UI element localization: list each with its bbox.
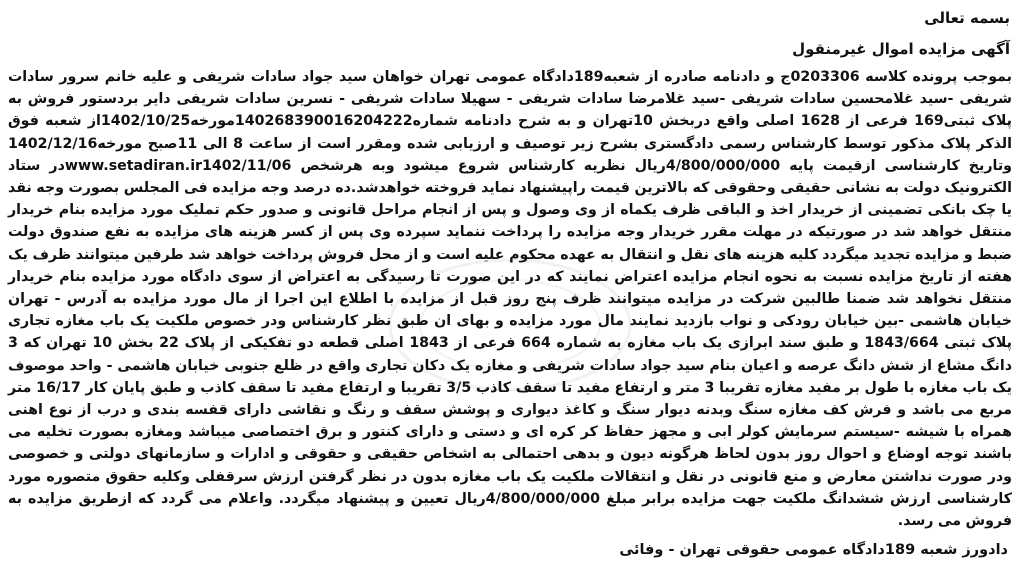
signature-line: دادورز شعبه 189دادگاه عمومی حقوقی تهران - وفائی — [619, 542, 1008, 559]
notice-body: بموجب پرونده کلاسه 0203306ج و دادنامه صادره از شعبه189دادگاه عمومی تهران خواهان سید جواد سادات شریفی و علیه خانم سرور سادات شریفی -سید غلامحسین سادات شریفی -سید غلامرضا سادات شریفی - سهیلا سادات شریفی - نسرین سادات شریفی دایر بردستور فروش به پلاک ثبتی169 فرعی از 1628 اصلی واقع دربخش 10تهران و به شرح دادنامه شماره140268390016204222مورخه1402/10/25از شعبه فوق الذکر پلاک مذکور توسط کارشناس رسمی دادگستری بشرح زیر توصیف و ارزیابی شده ومقرر است از ساعت 8 الی 11صبح مورخه1402/12/16 وتاریخ کارشناسی ازقیمت پایه 4/800/000/000ریال نظریه کارشناس شروع میشود وبه هرشخص www.setadiran.ir1402/11/06در ستاد الکترونیک دولت به نشانی حقیقی وحقوقی که بالاترین قیمت راپیشنهاد نماید فروخته خواهدشد.ده درصد وجه مزایده فی المجلس بصورت وجه نقد یا چک بانکی تضمینی از خریدار اخذ و الباقی ظرف یکماه از وی وصول و پس از انجام مراحل قانونی و صدور حکم تملیک مورد مزایده بنام خریدار منتقل خواهد شد در صورتیکه در مهلت مقرر خریدار وجه مزایده را پرداخت ننماید سپرده وی پس از کسر هزینه های مزایده به نفع صندوق دولت ضبط و مزایده تجدید میگردد کلیه هزینه های نقل و انتقال به عهده محکوم علیه است و از محل فروش پرداخت خواهد شد طرفین میتوانند ظرف یک هفته از تاریخ مزایده نسبت به نحوه انجام مزایده اعتراض نمایند که در این صورت تا رسیدگی به اعتراض از سوی دادگاه مورد مزایده بنام خریدار منتقل نخواهد شد ضمنا طالبین شرکت در مزایده میتوانند ظرف پنج روز قبل از مزایده با اطلاع این اجرا از مال مورد مزایده به آدرس - تهران خیابان هاشمی -بین خیابان رودکی و نواب بازدید نمایند مال مورد مزایده و بهای ان طبق نظر کارشناس ودر خصوص ملکیت یک باب مغازه تجاری پلاک ثبتی 1843/664 و طبق سند ابرازی یک باب مغازه به شماره 664 فرعی از 1843 اصلی قطعه دو تفکیکی از پلاک 22 بخش 10 تهران که 3 دانگ مشاع از شش دانگ عرصه و اعیان بنام سید جواد سادات شریفی و مغازه یک دکان تجاری واقع در ظلع جنوبی خیابان هاشمی - واحد موصوف یک باب مغازه با طول بر مفید مغازه تقریبا 3 متر و ارتفاع مفید تا سقف کاذب 3/5 تقریبا و ارتفاع مفید تا سقف کاذب و طبق پایان کار 16/17 متر مربع می باشد و فرش کف مغازه سنگ وبدنه دیوار سنگ و کاغذ دیواری و پوشش سقف و رنگ و نقاشی دارای قفسه بندی و درب از نوع اهنی همراه با شیشه -سیستم سرمایش کولر ابی و مجهز حفاظ کر کره ای و دستی و دارای کنتور و برق اختصاصی میباشد ومغازه بصورت تخلیه می باشند توجه اوضاع و احوال روز بدون لحاظ هرگونه دیون و بدهی احتمالی به اشخاص حقیقی و حقوقی و ادارات و سازمانهای دولتی و خصوصی ودر صورت نداشتن معارض و منع قانونی در نقل و انتقالات ملکیت یک باب مغازه بدون در نظر گرفتن ارزش سرقفلی وکلیه حقوق متصوره مورد کارشناسی ارزش ششدانگ ملکیت جهت مزایده برابر مبلغ 4/800/000/000ریال تعیین و پیشنهاد میگردد. واعلام می گردد که ازطریق مزایده به فروش می رسد. — [8, 69, 1013, 530]
notice-title: آگهی مزایده اموال غیرمنقول — [792, 40, 1010, 58]
notice-document — [8, 6, 1012, 577]
bismillah-heading: بسمه تعالی — [924, 9, 1010, 27]
